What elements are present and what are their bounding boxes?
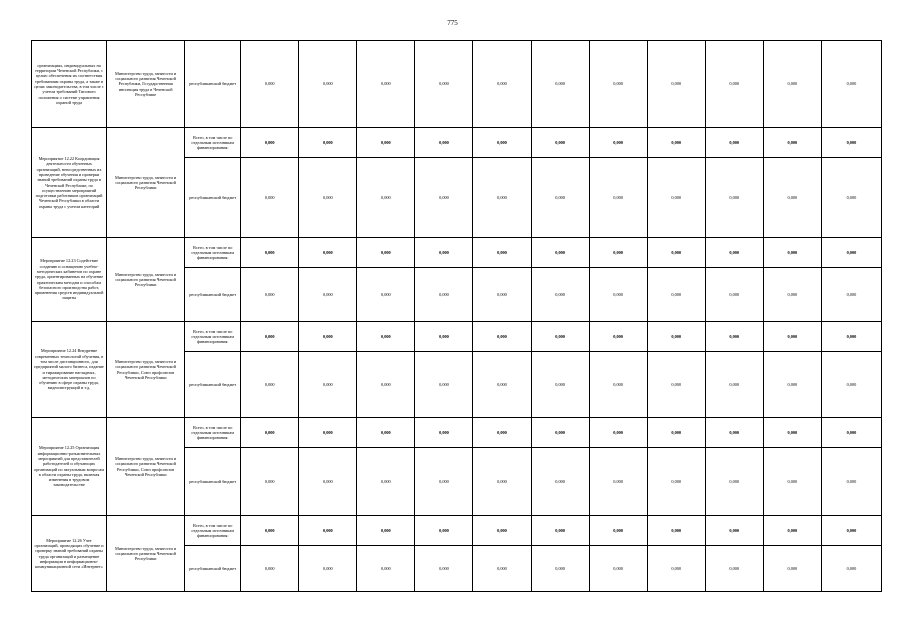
value-cell: 0,000	[357, 268, 415, 322]
activity-cell: Мероприятие 12.24 Внедрение современных технологий обучения, в том числе дистанционного, для предприятий малого бизнеса, издание и тиражирование наглядных, методических материалов по обучению в сфере охраны труда, видеоинструкций и т.д.	[32, 322, 107, 418]
value-cell: 0,000	[589, 516, 647, 546]
value-cell: 0,000	[763, 158, 821, 238]
value-cell: 0,000	[647, 448, 705, 516]
value-cell: 0,000	[589, 128, 647, 158]
value-cell: 0,000	[705, 418, 763, 448]
budget-table	[31, 40, 882, 592]
value-cell: 0,000	[705, 268, 763, 322]
value-cell: 0,000	[589, 418, 647, 448]
value-cell: 0,000	[647, 322, 705, 352]
funding-source-cell: республиканский бюджет	[185, 41, 241, 128]
activity-cell: Мероприятие 12.25 Организация информационно-разъяснительных мероприятий для представителей работодателей и обучающих организаций по актуальным вопросам в области охраны труда, включая изменения в трудовом законодательстве	[32, 418, 107, 516]
value-cell: 0,000	[299, 516, 357, 546]
table-row	[32, 322, 882, 352]
funding-source-cell: Всего, в том числе по отдельным источникам финансирования:	[185, 238, 241, 268]
value-cell: 0,000	[647, 158, 705, 238]
value-cell: 0,000	[357, 158, 415, 238]
value-cell: 0,000	[705, 238, 763, 268]
value-cell: 0,000	[763, 268, 821, 322]
value-cell: 0,000	[415, 516, 473, 546]
value-cell: 0,000	[415, 158, 473, 238]
value-cell: 0,000	[531, 418, 589, 448]
value-cell: 0,000	[357, 128, 415, 158]
executor-cell: Министерство труда, занятости и социального развития Чеченской Республики	[107, 516, 185, 592]
value-cell: 0,000	[531, 322, 589, 352]
value-cell: 0,000	[821, 546, 881, 592]
value-cell: 0,000	[473, 418, 531, 448]
activity-cell: Мероприятие 12.26 Учет организаций, проводящих обучение и проверку знаний требований охраны труда организаций и размещение информации в информационно-коммуникационной сети «Интернет»	[32, 516, 107, 592]
activity-cell: Мероприятие 12.23 Содействие созданию и оснащению учебно-методических кабинетов по охране труда, ориентированных на обучение практическим методам и способам безопасного производства работ, применения средств индивидуальной защиты	[32, 238, 107, 322]
value-cell: 0,000	[763, 322, 821, 352]
value-cell: 0,000	[357, 41, 415, 128]
value-cell: 0,000	[705, 448, 763, 516]
value-cell: 0,000	[473, 41, 531, 128]
funding-source-cell: республиканский бюджет	[185, 158, 241, 238]
value-cell: 0,000	[241, 448, 299, 516]
value-cell: 0,000	[589, 448, 647, 516]
executor-cell: Министерство труда, занятости и социального развития Чеченской Республики, Союз профсоюзов Чеченской Республики	[107, 418, 185, 516]
value-cell: 0,000	[647, 238, 705, 268]
value-cell: 0,000	[241, 546, 299, 592]
value-cell: 0,000	[821, 352, 881, 418]
executor-cell: Министерство труда, занятости и социального развития Чеченской Республики	[107, 128, 185, 238]
value-cell: 0,000	[299, 128, 357, 158]
value-cell: 0,000	[415, 546, 473, 592]
value-cell: 0,000	[241, 418, 299, 448]
value-cell: 0,000	[705, 41, 763, 128]
value-cell: 0,000	[531, 41, 589, 128]
value-cell: 0,000	[299, 238, 357, 268]
value-cell: 0,000	[241, 352, 299, 418]
funding-source-cell: Всего, в том числе по отдельным источникам финансирования:	[185, 322, 241, 352]
value-cell: 0,000	[821, 268, 881, 322]
value-cell: 0,000	[589, 158, 647, 238]
value-cell: 0,000	[705, 352, 763, 418]
value-cell: 0,000	[357, 418, 415, 448]
value-cell: 0,000	[473, 448, 531, 516]
value-cell: 0,000	[531, 238, 589, 268]
value-cell: 0,000	[415, 352, 473, 418]
value-cell: 0,000	[763, 41, 821, 128]
value-cell: 0,000	[473, 546, 531, 592]
value-cell: 0,000	[473, 268, 531, 322]
value-cell: 0,000	[589, 322, 647, 352]
value-cell: 0,000	[357, 238, 415, 268]
funding-source-cell: республиканский бюджет	[185, 352, 241, 418]
value-cell: 0,000	[299, 418, 357, 448]
funding-source-cell: Всего, в том числе по отдельным источникам финансирования:	[185, 128, 241, 158]
value-cell: 0,000	[821, 418, 881, 448]
value-cell: 0,000	[531, 128, 589, 158]
value-cell: 0,000	[647, 516, 705, 546]
page-number: 775	[447, 19, 458, 27]
value-cell: 0,000	[705, 158, 763, 238]
value-cell: 0,000	[763, 516, 821, 546]
value-cell: 0,000	[415, 41, 473, 128]
value-cell: 0,000	[531, 352, 589, 418]
value-cell: 0,000	[415, 322, 473, 352]
value-cell: 0,000	[241, 516, 299, 546]
value-cell: 0,000	[589, 238, 647, 268]
activity-cell: Мероприятие 12.22 Координация деятельности обученных организаций, непосредственных их проведение обучения и проверки знаний требований охраны труда в Чеченской Республике, по осуществлению мероприятий подготовки работников организаций Чеченской Республики в области охраны труда с учетом категорий	[32, 128, 107, 238]
value-cell: 0,000	[299, 41, 357, 128]
value-cell: 0,000	[357, 546, 415, 592]
value-cell: 0,000	[821, 41, 881, 128]
value-cell: 0,000	[299, 352, 357, 418]
value-cell: 0,000	[473, 352, 531, 418]
value-cell: 0,000	[241, 158, 299, 238]
value-cell: 0,000	[531, 448, 589, 516]
value-cell: 0,000	[241, 128, 299, 158]
value-cell: 0,000	[415, 128, 473, 158]
value-cell: 0,000	[763, 238, 821, 268]
value-cell: 0,000	[531, 516, 589, 546]
value-cell: 0,000	[415, 448, 473, 516]
value-cell: 0,000	[415, 238, 473, 268]
value-cell: 0,000	[299, 322, 357, 352]
value-cell: 0,000	[531, 546, 589, 592]
value-cell: 0,000	[763, 352, 821, 418]
value-cell: 0,000	[299, 158, 357, 238]
value-cell: 0,000	[473, 238, 531, 268]
value-cell: 0,000	[299, 546, 357, 592]
funding-source-cell: республиканский бюджет	[185, 448, 241, 516]
value-cell: 0,000	[821, 158, 881, 238]
value-cell: 0,000	[589, 352, 647, 418]
executor-cell: Министерство труда, занятости и социального развития Чеченской Республики, Союз профсоюзов Чеченской Республики	[107, 322, 185, 418]
value-cell: 0,000	[647, 352, 705, 418]
value-cell: 0,000	[763, 418, 821, 448]
value-cell: 0,000	[357, 322, 415, 352]
value-cell: 0,000	[705, 516, 763, 546]
value-cell: 0,000	[647, 41, 705, 128]
value-cell: 0,000	[357, 352, 415, 418]
value-cell: 0,000	[705, 546, 763, 592]
value-cell: 0,000	[473, 322, 531, 352]
table-row	[32, 516, 882, 546]
value-cell: 0,000	[531, 158, 589, 238]
funding-source-cell: республиканский бюджет	[185, 268, 241, 322]
value-cell: 0,000	[647, 268, 705, 322]
value-cell: 0,000	[589, 41, 647, 128]
table-row	[32, 128, 882, 158]
value-cell: 0,000	[821, 516, 881, 546]
value-cell: 0,000	[647, 128, 705, 158]
funding-source-cell: Всего, в том числе по отдельным источникам финансирования:	[185, 418, 241, 448]
value-cell: 0,000	[763, 128, 821, 158]
executor-cell: Министерство труда, занятости и социального развития Чеченской Республики, Государственная инспекция труда в Чеченской Республике	[107, 41, 185, 128]
value-cell: 0,000	[531, 268, 589, 322]
activity-cell: организациях, индивидуальных на территории Чеченской Республики, с целью обеспечения их соответствия требованиям охраны труда, а также в целях законодательства, в том числе с учетом требований Типового положения о системе управления охраной труда	[32, 41, 107, 128]
value-cell: 0,000	[415, 268, 473, 322]
value-cell: 0,000	[647, 418, 705, 448]
funding-source-cell: Всего, в том числе по отдельным источникам финансирования:	[185, 516, 241, 546]
value-cell: 0,000	[357, 516, 415, 546]
value-cell: 0,000	[821, 238, 881, 268]
value-cell: 0,000	[705, 128, 763, 158]
value-cell: 0,000	[647, 546, 705, 592]
table-body	[32, 41, 882, 592]
value-cell: 0,000	[705, 322, 763, 352]
value-cell: 0,000	[473, 128, 531, 158]
value-cell: 0,000	[415, 418, 473, 448]
table-row	[32, 418, 882, 448]
funding-source-cell: республиканский бюджет	[185, 546, 241, 592]
value-cell: 0,000	[241, 268, 299, 322]
value-cell: 0,000	[241, 41, 299, 128]
value-cell: 0,000	[763, 546, 821, 592]
value-cell: 0,000	[299, 268, 357, 322]
value-cell: 0,000	[821, 322, 881, 352]
value-cell: 0,000	[589, 268, 647, 322]
value-cell: 0,000	[241, 322, 299, 352]
value-cell: 0,000	[763, 448, 821, 516]
value-cell: 0,000	[821, 128, 881, 158]
value-cell: 0,000	[473, 158, 531, 238]
executor-cell: Министерство труда, занятости и социального развития Чеченской Республики	[107, 238, 185, 322]
value-cell: 0,000	[589, 546, 647, 592]
table-row	[32, 238, 882, 268]
value-cell: 0,000	[357, 448, 415, 516]
value-cell: 0,000	[241, 238, 299, 268]
table-row	[32, 41, 882, 128]
value-cell: 0,000	[473, 516, 531, 546]
value-cell: 0,000	[821, 448, 881, 516]
value-cell: 0,000	[299, 448, 357, 516]
